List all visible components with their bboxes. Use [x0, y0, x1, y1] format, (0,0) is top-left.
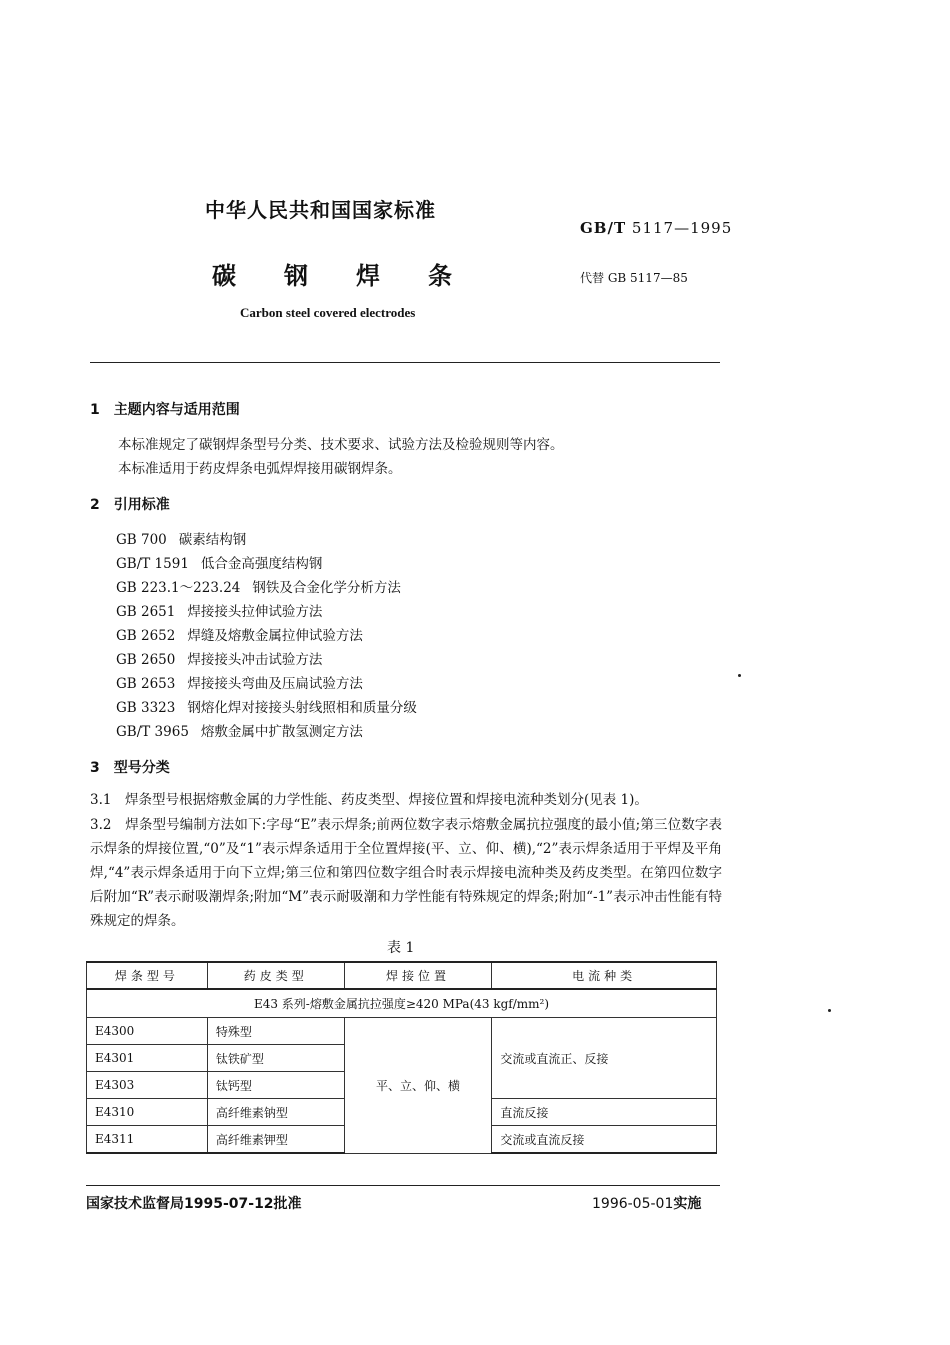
col-header-model: 焊条型号: [87, 962, 208, 989]
cell-model: E4310: [87, 1099, 208, 1126]
cell-model: E4311: [87, 1126, 208, 1154]
cell-model: E4300: [87, 1018, 208, 1045]
section-1-para-2: 本标准适用于药皮焊条电弧焊焊接用碳钢焊条。: [118, 461, 402, 477]
standard-code-prefix: GB/T: [580, 219, 627, 237]
effective-label: 实施: [673, 1196, 702, 1212]
clause-3-1: 3.1 焊条型号根据熔敷金属的力学性能、药皮类型、焊接位置和焊接电流种类划分(见表 1)。: [90, 792, 648, 808]
cell-coating: 特殊型: [207, 1018, 344, 1045]
section-2-heading: 2 引用标准: [90, 497, 170, 513]
cell-model: E4303: [87, 1072, 208, 1099]
english-title: Carbon steel covered electrodes: [240, 305, 416, 320]
issuing-organization: 中华人民共和国国家标准: [205, 198, 436, 222]
cell-current: 交流或直流反接: [492, 1126, 717, 1154]
approval-note: 国家技术监督局1995-07-12批准: [86, 1196, 302, 1212]
reference-item: GB 2651 焊接接头拉伸试验方法: [116, 604, 323, 620]
col-header-coating: 药皮类型: [207, 962, 344, 989]
cell-current: 直流反接: [492, 1099, 717, 1126]
standard-code-number: 5117—1995: [631, 219, 733, 237]
cell-position-merged: 平、立、仰、横: [344, 1018, 492, 1154]
cell-coating: 高纤维素钾型: [207, 1126, 344, 1154]
cell-model: E4301: [87, 1045, 208, 1072]
cell-coating: 高纤维素钠型: [207, 1099, 344, 1126]
reference-item: GB/T 3965 熔敷金属中扩散氢测定方法: [116, 724, 363, 740]
cell-coating: 钛钙型: [207, 1072, 344, 1099]
replaces-standard: 代替 GB 5117—85: [580, 271, 688, 285]
table-caption: 表 1: [387, 940, 415, 956]
table-row: [87, 1018, 717, 1045]
col-header-current: 电流种类: [492, 962, 717, 989]
header-divider: [90, 362, 720, 363]
reference-item: GB/T 1591 低合金高强度结构钢: [116, 556, 323, 572]
reference-item: GB 223.1～223.24 钢铁及合金化学分析方法: [116, 580, 401, 596]
table-group-row: [87, 989, 717, 1018]
reference-item: GB 700 碳素结构钢: [116, 532, 247, 548]
reference-item: GB 2650 焊接接头冲击试验方法: [116, 652, 323, 668]
series-group-label: E43 系列-熔敷金属抗拉强度≥420 MPa(43 kgf/mm²): [87, 989, 717, 1018]
electrode-classification-table: [86, 961, 717, 1154]
effective-note: [592, 1193, 701, 1213]
clause-3-2: 3.2 焊条型号编制方法如下:字母“E”表示焊条;前两位数字表示熔敷金属抗拉强度的最小值;第三位数字表示焊条的焊接位置,“0”及“1”表示焊条适用于全位置焊接(平、立、仰、横),“2”表示焊条适用于平焊及平角焊,“4”表示焊条适用于向下立焊;第三位和第四位数字组合时表示焊接电流种类及药皮类型。在第四位数字后附加“R”表示耐吸潮焊条;附加“M”表示耐吸潮和力学性能有特殊规定的焊条;附加“-1”表示冲击性能有特殊规定的焊条。: [90, 817, 722, 929]
reference-item: GB 3323 钢熔化焊对接接头射线照相和质量分级: [116, 700, 417, 716]
cell-coating: 钛铁矿型: [207, 1045, 344, 1072]
document-title: 碳钢焊条: [212, 262, 500, 290]
col-header-position: 焊接位置: [344, 962, 492, 989]
effective-date: 1996-05-01: [592, 1196, 674, 1212]
table-header-row: [87, 962, 717, 989]
scan-speck: [738, 674, 741, 677]
section-1-heading: 1 主题内容与适用范围: [90, 402, 240, 418]
standard-code: [580, 219, 732, 237]
scan-speck: [828, 1009, 831, 1012]
section-1-para-1: 本标准规定了碳钢焊条型号分类、技术要求、试验方法及检验规则等内容。: [118, 437, 564, 453]
reference-item: GB 2652 焊缝及熔敷金属拉伸试验方法: [116, 628, 363, 644]
reference-item: GB 2653 焊接接头弯曲及压扁试验方法: [116, 676, 363, 692]
cell-current-group: 交流或直流正、反接: [492, 1018, 717, 1099]
footer-divider: [86, 1185, 720, 1186]
section-3-heading: 3 型号分类: [90, 760, 170, 776]
